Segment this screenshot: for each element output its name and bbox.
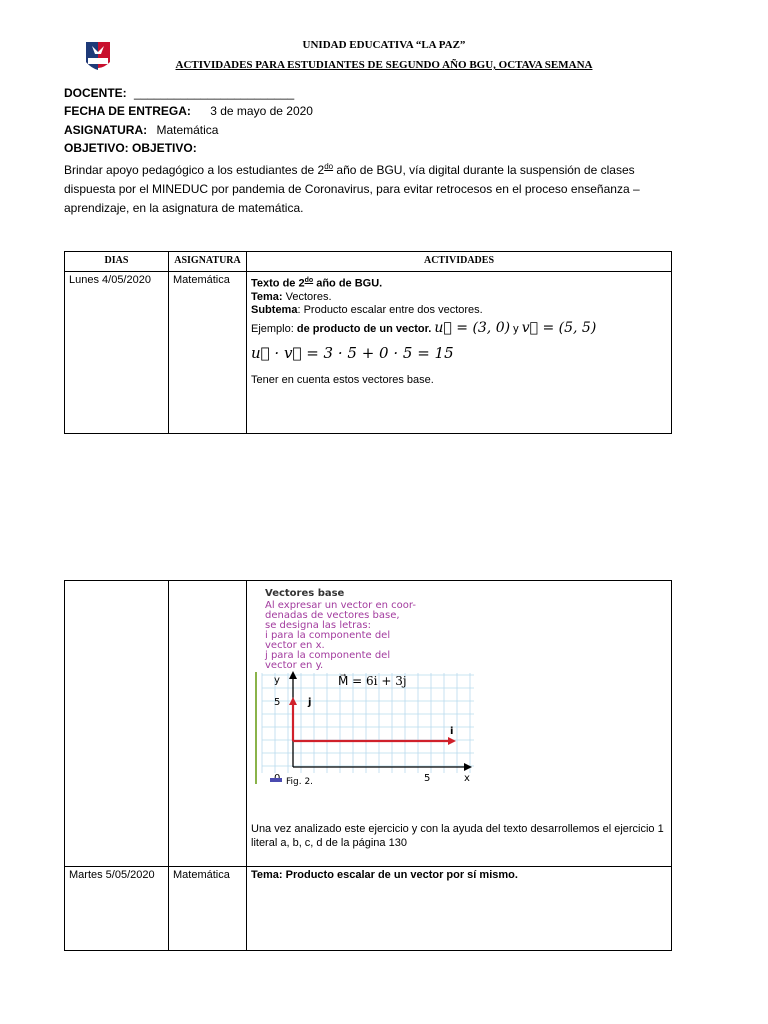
day-cell: Lunes 4/05/2020	[65, 272, 169, 434]
analysis-text: Una vez analizado este ejercicio y con la ayuda del texto desarrollemos el ejercicio 1 literal a, b, c, d de la página 130	[251, 823, 664, 849]
tick-5-y: 5	[274, 697, 281, 708]
subject2-cell: Matemática	[169, 867, 247, 951]
asignatura-value: Matemática	[156, 123, 219, 137]
dot-product-equation: u⃗ · v⃗ = 3 · 5 + 0 · 5 = 15	[251, 343, 454, 362]
docente-line	[64, 86, 294, 100]
figure-caption: Fig. 2.	[286, 777, 314, 787]
docente-value: ________________________	[134, 86, 295, 100]
objetivo-text: Brindar apoyo pedagógico a los estudiantes de $2^{do}$ año de BGU, vía digital durante la suspensión de clases dispuesta por el MINEDUC por pandemia de Coronavirus, para evitar retrocesos en el proceso enseñanza – aprendizaje, en la asignatura de matemática.	[64, 162, 640, 215]
asignatura-label: ASIGNATURA:	[64, 123, 148, 137]
label-j: j	[308, 697, 312, 708]
header-asignatura: ASIGNATURA	[169, 252, 247, 272]
figure-i-line-2: vector en x.	[265, 640, 325, 651]
note-text: Tener en cuenta estos vectores base.	[251, 373, 434, 386]
ejemplo-line: Ejemplo: de producto de un vector. u⃗ = (3, 0) y v⃗ = (5, 5)	[251, 319, 597, 336]
school-name: UNIDAD EDUCATIVA “LA PAZ”	[302, 39, 466, 51]
subject-cell: Matemática	[169, 272, 247, 434]
activities-table-1	[64, 251, 672, 434]
vector-u: u⃗ = (3, 0)	[434, 319, 511, 336]
texto-line: Texto de $2^{do}$ año de BGU.	[251, 277, 383, 290]
figure-line-2: denadas de vectores base,	[265, 610, 400, 621]
document-title: ACTIVIDADES PARA ESTUDIANTES DE SEGUNDO AÑO BGU, OCTAVA SEMANA	[175, 59, 593, 71]
header-actividades: ACTIVIDADES	[247, 252, 672, 272]
subtema-line: Subtema: Producto escalar entre dos vectores.	[251, 303, 483, 316]
figure-line-1: Al expresar un vector en coor-	[265, 600, 416, 611]
activities-table-2	[64, 580, 672, 951]
header-dias: DIAS	[65, 252, 169, 272]
asignatura-line	[64, 123, 218, 137]
tema2-cell: Tema: Producto escalar de un vector por sí mismo.	[247, 867, 672, 951]
formula-m: M⃗ = 6i + 3j	[338, 674, 407, 688]
vectores-base-figure	[250, 581, 504, 787]
fecha-line	[64, 104, 313, 118]
activity-cell	[247, 272, 672, 434]
docente-label: DOCENTE:	[64, 86, 127, 100]
axis-x-label: x	[464, 773, 470, 784]
tick-5-x: 5	[424, 773, 431, 784]
objetivo-label: OBJETIVO: OBJETIVO:	[64, 141, 197, 155]
figure-line-3: se designa las letras:	[265, 620, 371, 631]
tema-line: Tema: Vectores.	[251, 290, 332, 303]
figure-j-line-1: j para la componente del	[265, 650, 391, 661]
figure-i-line-1: i para la componente del	[265, 630, 391, 641]
figure-j-line-2: vector en y.	[265, 660, 324, 671]
day2-cell: Martes 5/05/2020	[65, 867, 169, 951]
label-i: i	[450, 726, 454, 737]
axis-y-label: y	[274, 675, 280, 686]
empty-subject-cell	[169, 581, 247, 867]
figure-title: Vectores base	[265, 588, 345, 599]
fecha-value: 3 de mayo de 2020	[210, 104, 313, 118]
empty-day-cell	[65, 581, 169, 867]
fecha-label: FECHA DE ENTREGA:	[64, 104, 191, 118]
figure-cell	[247, 581, 672, 867]
vector-v: v⃗ = (5, 5)	[521, 319, 597, 336]
